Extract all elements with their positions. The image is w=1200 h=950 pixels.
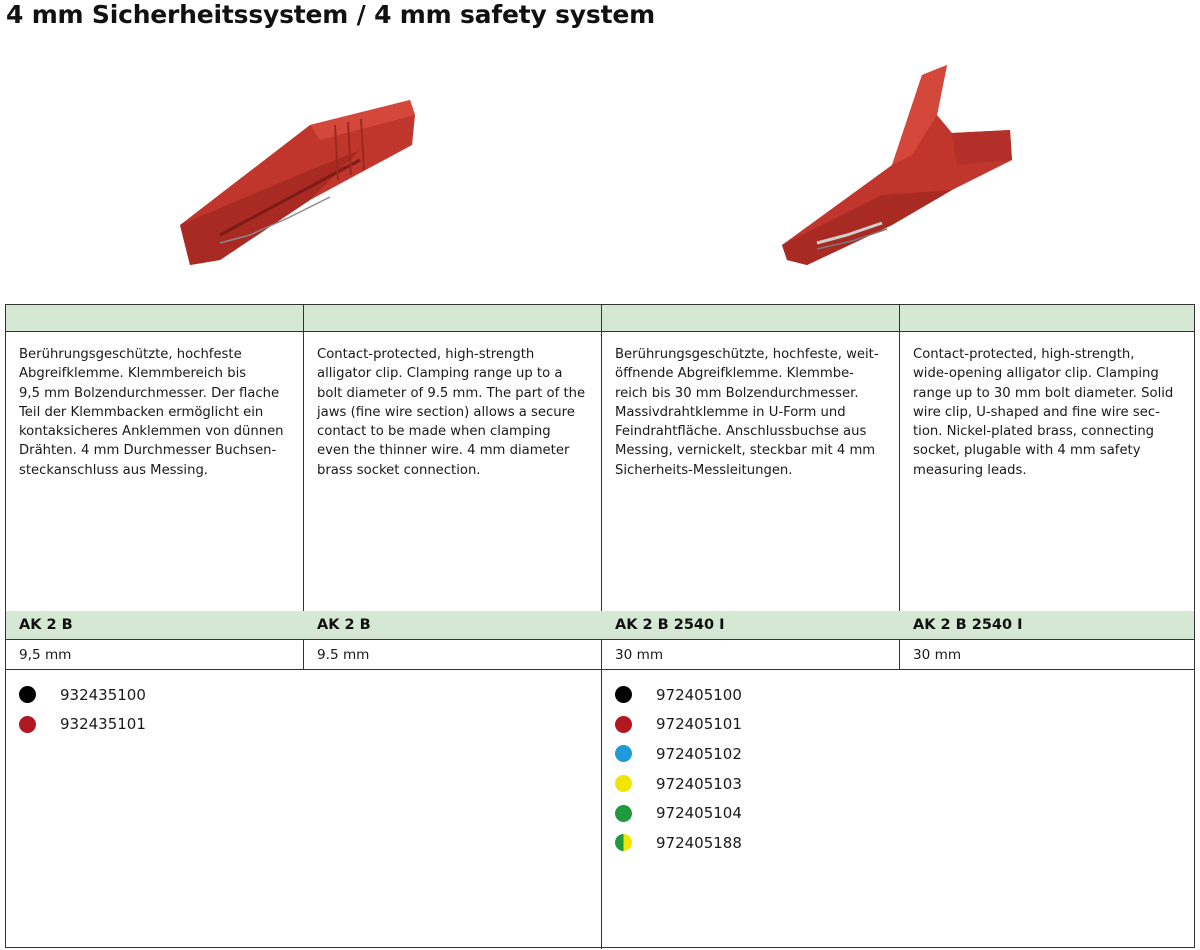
- green-color-dot-icon: [615, 805, 632, 822]
- description-de-ak2b: Berührungsgeschützte, hochfeste Abgreifklemme. Klemmbereich bis 9,5 mm Bolzendurchmesser. Der flache Teil der Klemmbacken ermöglicht ein kontaksicheres Anklemmen von dünnen Drähten. 4 mm Durchmesser Buchsen- steckanschluss aus Messing.: [19, 347, 284, 478]
- blue-color-dot-icon: [615, 745, 632, 762]
- alligator-clip-ak2b-image: [160, 85, 425, 275]
- model-name: AK 2 B: [317, 617, 371, 633]
- list-item: [615, 798, 742, 828]
- list-item: [615, 769, 742, 799]
- alligator-clip-ak2b2540i-image: [772, 55, 1017, 270]
- red-color-dot-icon: [615, 716, 632, 733]
- row-divider: [6, 639, 1194, 640]
- variant-list-ak2b2540i: [615, 680, 742, 858]
- black-color-dot-icon: [615, 686, 632, 703]
- order-number: 932435100: [60, 685, 146, 704]
- clamping-range: 30 mm: [913, 647, 962, 663]
- green-yellow-color-dot-icon: [615, 834, 632, 851]
- list-item: [19, 680, 146, 710]
- red-color-dot-icon: [19, 716, 36, 733]
- page-title: 4 mm Sicherheitssystem / 4 mm safety system: [6, 0, 655, 29]
- variant-list-ak2b: [19, 680, 146, 739]
- black-color-dot-icon: [19, 686, 36, 703]
- clamping-range: 9,5 mm: [19, 647, 72, 663]
- order-number: 972405102: [656, 744, 742, 763]
- clamping-range: 9.5 mm: [317, 647, 370, 663]
- order-number: 972405104: [656, 804, 742, 823]
- list-item: [19, 710, 146, 740]
- yellow-color-dot-icon: [615, 775, 632, 792]
- list-item: [615, 828, 742, 858]
- order-number: 972405188: [656, 833, 742, 852]
- model-name: AK 2 B 2540 I: [615, 617, 725, 633]
- model-name: AK 2 B 2540 I: [913, 617, 1023, 633]
- list-item: [615, 739, 742, 769]
- description-en-ak2b: Contact-protected, high-strength alligator clip. Clamping range up to a bolt diameter of 9.5 mm. The part of the jaws (fine wire section) allows a secure contact to be made when clamping even the thinner wire. 4 mm diameter brass socket connection.: [317, 347, 586, 478]
- row-divider: [6, 669, 1194, 670]
- description-en-ak2b2540i: Contact-protected, high-strength, wide-opening alligator clip. Clamping range up to 30 mm bolt diameter. Solid wire clip, U-shaped and fine wire sec- tion. Nickel-plated brass, connecting socket, plugable with 4 mm safety measuring leads.: [913, 347, 1174, 478]
- model-name: AK 2 B: [19, 617, 73, 633]
- table-header-band: [6, 305, 1194, 332]
- product-table: [5, 304, 1195, 948]
- order-number: 972405101: [656, 715, 742, 734]
- order-number: 932435101: [60, 715, 146, 734]
- list-item: [615, 710, 742, 740]
- clamping-range: 30 mm: [615, 647, 664, 663]
- description-de-ak2b2540i: Berührungsgeschützte, hochfeste, weit- öffnende Abgreifklemme. Klemmbe- reich bis 30 mm Bolzendurchmesser. Massivdrahtklemme in U-Form und Feindrahtfläche. Anschlussbuchse aus Messing, vernickelt, steckbar mit 4 mm Sicherheits-Messleitungen.: [615, 347, 879, 478]
- order-number: 972405103: [656, 774, 742, 793]
- list-item: [615, 680, 742, 710]
- order-number: 972405100: [656, 685, 742, 704]
